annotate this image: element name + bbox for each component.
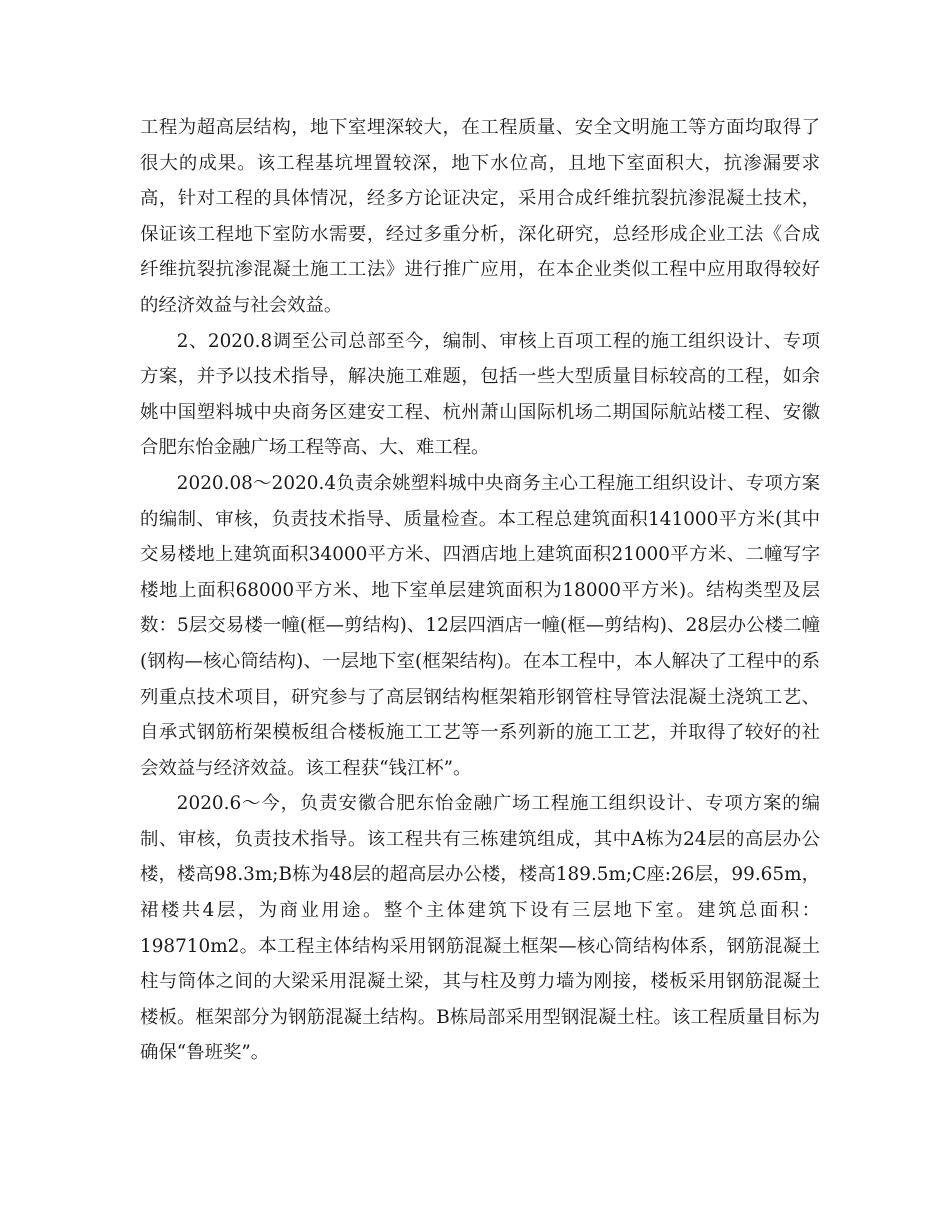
paragraph-4: 2020.6～今，负责安徽合肥东怡金融广场工程施工组织设计、专项方案的编制、审核，负责技术指导。该工程共有三栋建筑组成，其中A栋为24层的高层办公楼，楼高98.3m;B栋为48层的超高层办公楼，楼高189.5m;C座:26层，99.65m，裙楼共4层，为商业用途。整个主体建筑下设有三层地下室。建筑总面积：198710m2。本工程主体结构采用钢筋混凝土框架—核心筒结构体系，钢筋混凝土柱与筒体之间的大梁采用混凝土梁，其与柱及剪力墙为刚接，楼板采用钢筋混凝土楼板。框架部分为钢筋混凝土结构。B栋局部采用型钢混凝土柱。该工程质量目标为确保“鲁班奖”。 <box>140 793 820 1064</box>
document-body <box>140 110 820 1071</box>
paragraph-2: 2、2020.8调至公司总部至今，编制、审核上百项工程的施工组织设计、专项方案，并予以技术指导，解决施工难题，包括一些大型质量目标较高的工程，如余姚中国塑料城中央商务区建安工程、杭州萧山国际机场二期国际航站楼工程、安徽合肥东怡金融广场工程等高、大、难工程。 <box>140 330 820 459</box>
paragraph-3: 2020.08～2020.4负责余姚塑料城中央商务主心工程施工组织设计、专项方案的编制、审核，负责技术指导、质量检查。本工程总建筑面积141000平方米(其中交易楼地上建筑面积34000平方米、四酒店地上建筑面积21000平方米、二幢写字楼地上面积68000平方米、地下室单层建筑面积为18000平方米)。结构类型及层数：5层交易楼一幢(框—剪结构)、12层四酒店一幢(框—剪结构)、28层办公楼二幢(钢构—核心筒结构)、一层地下室(框架结构)。在本工程中，本人解决了工程中的系列重点技术项目，研究参与了高层钢结构框架箱形钢管柱导管法混凝土浇筑工艺、自承式钢筋桁架模板组合楼板施工工艺等一系列新的施工工艺，并取得了较好的社会效益与经济效益。该工程获“钱江杯”。 <box>140 472 820 779</box>
paragraph-1: 工程为超高层结构，地下室埋深较大，在工程质量、安全文明施工等方面均取得了很大的成果。该工程基坑埋置较深，地下水位高，且地下室面积大，抗渗漏要求高，针对工程的具体情况，经多方论证决定，采用合成纤维抗裂抗渗混凝土技术，保证该工程地下室防水需要，经过多重分析，深化研究，总经形成企业工法《合成纤维抗裂抗渗混凝土施工工法》进行推广应用，在本企业类似工程中应用取得较好的经济效益与社会效益。 <box>140 117 820 316</box>
